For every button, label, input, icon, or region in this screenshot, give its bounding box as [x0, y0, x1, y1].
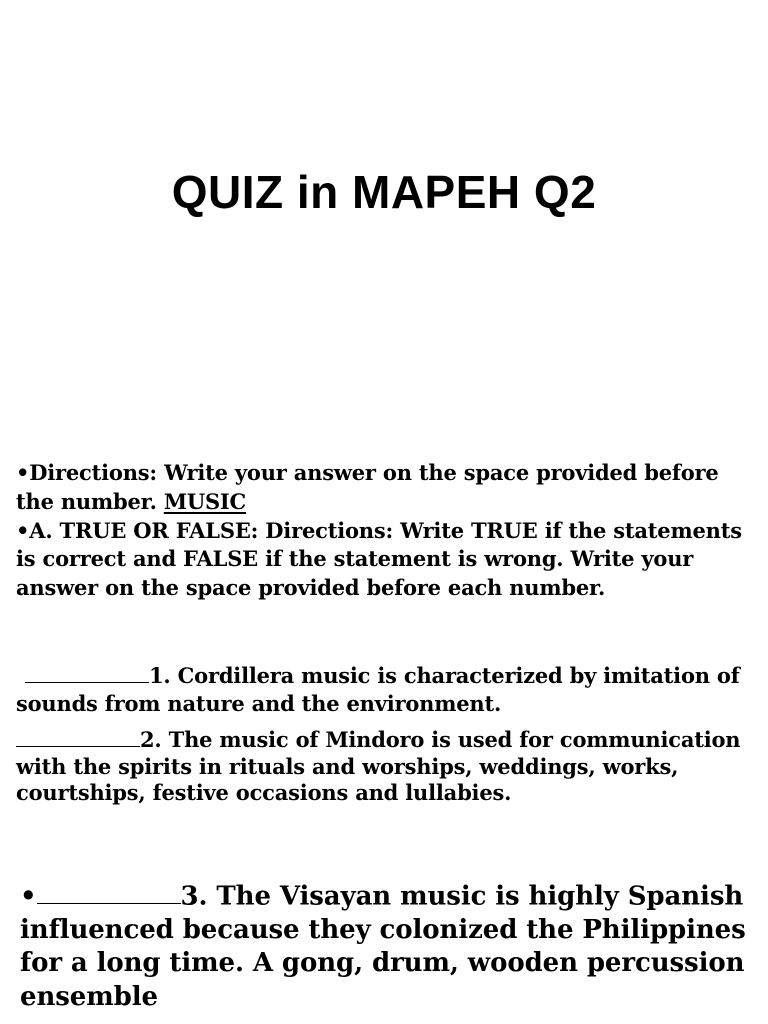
- item-number: 3.: [180, 881, 208, 912]
- bullet: •: [16, 460, 30, 485]
- item-text: The Visayan music is highly Spanish influenced because they colonized the Philippines for a long time. A gong, drum, wooden percussion ensemble: [20, 881, 746, 1012]
- directions-text: Directions: Write your answer on the space provided before the number.: [16, 460, 719, 514]
- answer-blank: [25, 663, 149, 683]
- part-a-text: A. TRUE OR FALSE: Directions: Write TRUE if the statements is correct and FALSE if the statement is wrong. Write your answer on the space provided before each number.: [16, 517, 742, 601]
- general-directions: [16, 459, 756, 517]
- bullet: •: [20, 881, 37, 912]
- item-text: The music of Mindoro is used for communication with the spirits in rituals and worships, weddings, works, courtships, festive occasions and lullabies.: [16, 727, 741, 805]
- quiz-item-1: [16, 662, 756, 718]
- directions-block: [16, 459, 756, 603]
- answer-blank: [37, 880, 181, 904]
- answer-blank: [16, 727, 140, 747]
- page-title: QUIZ in MAPEH Q2: [171, 166, 597, 218]
- bullet: •: [16, 517, 30, 543]
- item-text: Cordillera music is characterized by imitation of sounds from nature and the environment.: [16, 663, 740, 716]
- quiz-item-2: [16, 727, 756, 807]
- item-number: 1.: [149, 663, 171, 688]
- item-number: 2.: [140, 727, 162, 752]
- quiz-item-3: [20, 880, 760, 1014]
- part-a-directions: [16, 517, 756, 603]
- subject-label: MUSIC: [163, 488, 247, 514]
